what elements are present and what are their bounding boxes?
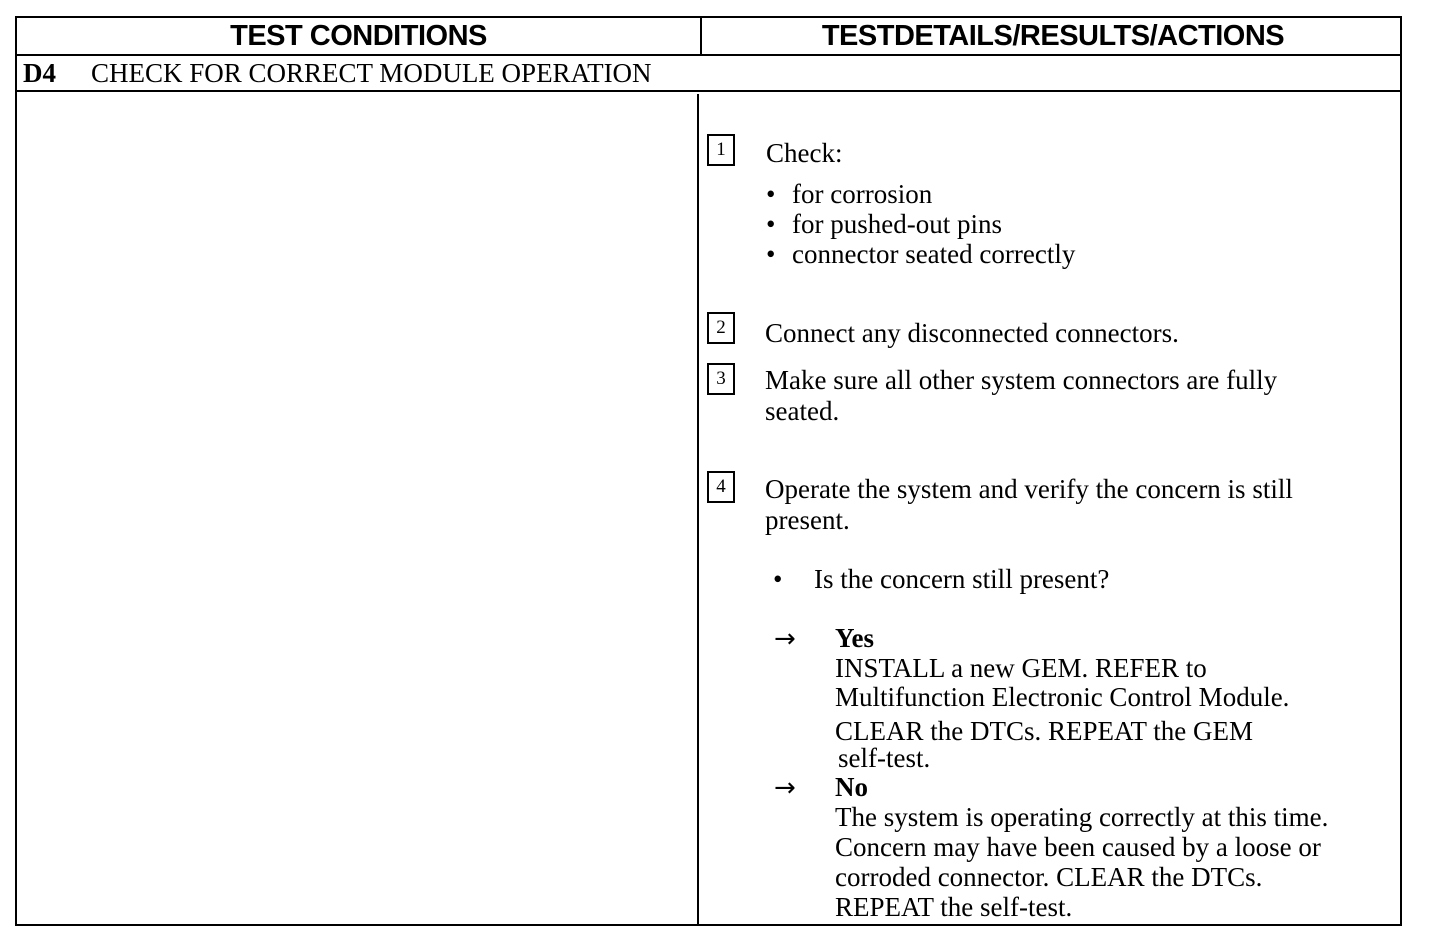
arrow-right-icon: →: [774, 624, 796, 654]
no-line-1: The system is operating correctly at this time.: [835, 802, 1329, 832]
section-divider: [17, 90, 1400, 92]
yes-line-1: INSTALL a new GEM. REFER to: [835, 653, 1207, 683]
arrow-right-icon: →: [774, 773, 796, 803]
step-1-number-box: 1: [707, 134, 735, 166]
bullet-icon: •: [773, 564, 783, 594]
step-4-number-box: 4: [707, 471, 735, 503]
question-text: Is the concern still present?: [814, 564, 1110, 594]
header-test-details: TESTDETAILS/RESULTS/ACTIONS: [700, 18, 1404, 54]
yes-label: Yes: [835, 623, 874, 653]
bullet-icon: •: [766, 179, 776, 209]
bullet-icon: •: [766, 209, 776, 239]
step-3-line-1: Make sure all other system connectors are fully: [765, 365, 1278, 395]
bullet-icon: •: [766, 239, 776, 269]
header-test-conditions: TEST CONDITIONS: [230, 20, 487, 52]
step-2-text: Connect any disconnected connectors.: [765, 318, 1179, 348]
test-conditions-cell: [17, 94, 697, 924]
step-2-number-box: 2: [707, 312, 735, 344]
section-id: D4: [23, 58, 56, 88]
no-line-4: REPEAT the self-test.: [835, 892, 1073, 922]
no-line-2: Concern may have been caused by a loose or: [835, 832, 1321, 862]
step-1-bullet-2: for pushed-out pins: [792, 209, 1002, 239]
step-3-number-box: 3: [707, 363, 735, 395]
step-4-line-2: present.: [765, 505, 850, 535]
step-1-bullet-1: for corrosion: [792, 179, 933, 209]
section-title-row: [23, 56, 652, 90]
yes-line-2: Multifunction Electronic Control Module.: [835, 682, 1290, 712]
section-title: CHECK FOR CORRECT MODULE OPERATION: [91, 58, 652, 88]
no-line-3: corroded connector. CLEAR the DTCs.: [835, 862, 1263, 892]
yes-line-4: self-test.: [838, 743, 931, 773]
no-label: No: [835, 772, 868, 802]
step-3-line-2: seated.: [765, 396, 840, 426]
column-divider: [697, 94, 699, 924]
step-1-text: Check:: [766, 138, 843, 168]
step-4-line-1: Operate the system and verify the concern is still: [765, 474, 1293, 504]
yes-line-3: CLEAR the DTCs. REPEAT the GEM: [835, 716, 1253, 746]
step-1-bullet-3: connector seated correctly: [792, 239, 1076, 269]
